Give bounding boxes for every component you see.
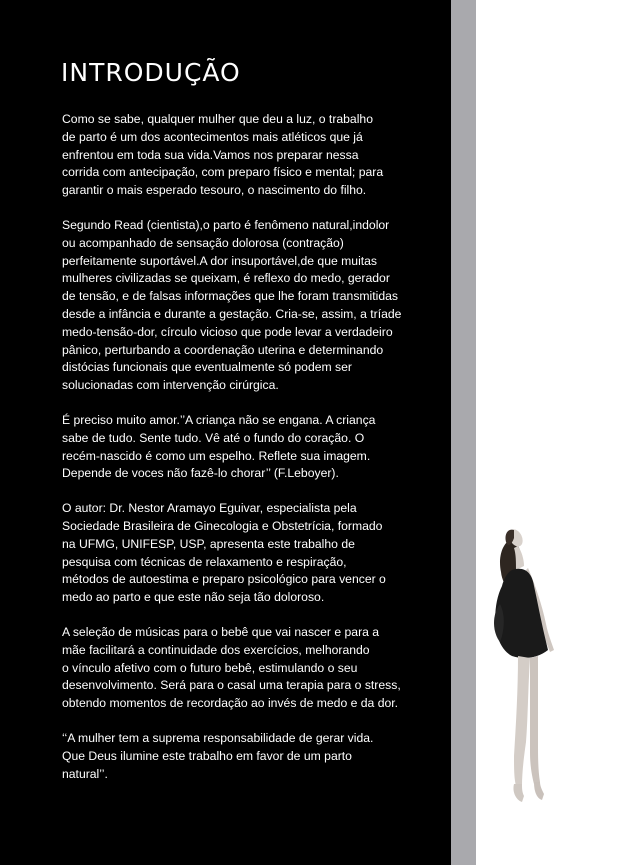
text-line: recém-nascido é como um espelho. Reflete sua imagem.	[62, 448, 371, 463]
paragraph	[62, 500, 440, 607]
text-line: obtendo momentos de recordação ao invés de medo e da dor.	[62, 696, 399, 711]
text-line: pesquisa com técnicas de relaxamento e respiração,	[62, 554, 347, 569]
text-line: garantir o mais esperado tesouro, o nascimento do filho.	[62, 183, 367, 198]
text-line: ‘‘A mulher tem a suprema responsabilidade de gerar vida.	[62, 730, 374, 745]
text-line: Como se sabe, qualquer mulher que deu a luz, o trabalho	[62, 112, 373, 126]
paragraph	[62, 217, 440, 395]
text-line: O autor: Dr. Nestor Aramayo Eguivar, especialista pela	[62, 501, 357, 516]
text-line: desde a infância e durante a gestação. Cria-se, assim, a tríade	[62, 306, 402, 321]
text-line: natural’’.	[62, 766, 108, 781]
paragraph	[62, 111, 440, 200]
text-line: Que Deus ilumine este trabalho em favor de um parto	[62, 748, 352, 763]
paragraph	[62, 730, 440, 783]
text-line: Segundo Read (cientista),o parto é fenômeno natural,indolor	[62, 217, 390, 232]
text-line: solucionadas com intervenção cirúrgica.	[62, 378, 279, 393]
text-line: métodos de autoestima e preparo psicológico para vencer o	[62, 572, 386, 587]
text-line: É preciso muito amor.’’A criança não se engana. A criança	[62, 412, 376, 427]
text-line: Sociedade Brasileira de Ginecologia e Obstetrícia, formado	[62, 518, 383, 533]
text-line: perfeitamente suportável.A dor insuportável,de que muitas	[62, 253, 378, 268]
text-line: sabe de tudo. Sente tudo. Vê até o fundo do coração. O	[62, 430, 365, 445]
text-line: mulheres civilizadas se queixam, é reflexo do medo, gerador	[62, 271, 390, 286]
text-line: desenvolvimento. Será para o casal uma terapia para o stress,	[62, 678, 401, 693]
text-line: na UFMG, UNIFESP, USP, apresenta este trabalho de	[62, 536, 355, 551]
text-line: pânico, perturbando a coordenação uterina e determinando	[62, 342, 384, 357]
paragraph	[62, 412, 440, 483]
text-line: medo ao parto e que este não seja tão doloroso.	[62, 590, 325, 605]
text-line: A seleção de músicas para o bebê que vai nascer e para a	[62, 624, 380, 639]
text-line: Depende de voces não fazê-lo chorar’’ (F.Leboyer).	[62, 466, 339, 481]
text-line: de tensão, e de falsas informações que lhe foram transmitidas	[62, 289, 399, 304]
paragraph	[62, 624, 440, 713]
text-line: corrida com antecipação, com preparo físico e mental; para	[62, 165, 384, 180]
body-text	[62, 111, 440, 800]
page-title: INTRODUÇÃO	[61, 58, 241, 87]
text-line: o vínculo afetivo com o futuro bebê, estimulando o seu	[62, 660, 358, 675]
text-line: ou acompanhado de sensação dolorosa (contração)	[62, 235, 344, 250]
text-line: de parto é um dos acontecimentos mais atléticos que já	[62, 129, 363, 144]
author-signature: O AUTOR	[565, 789, 620, 803]
pregnant-woman-photo	[472, 520, 572, 805]
text-line: medo-tensão-dor, círculo vicioso que pode levar a verdadeiro	[62, 324, 393, 339]
text-line: mãe facilitará a continuidade dos exercícios, melhorando	[62, 642, 370, 657]
text-line: enfrentou em toda sua vida.Vamos nos preparar nessa	[62, 147, 359, 162]
text-line: distócias funcionais que eventualmente só podem ser	[62, 360, 352, 375]
